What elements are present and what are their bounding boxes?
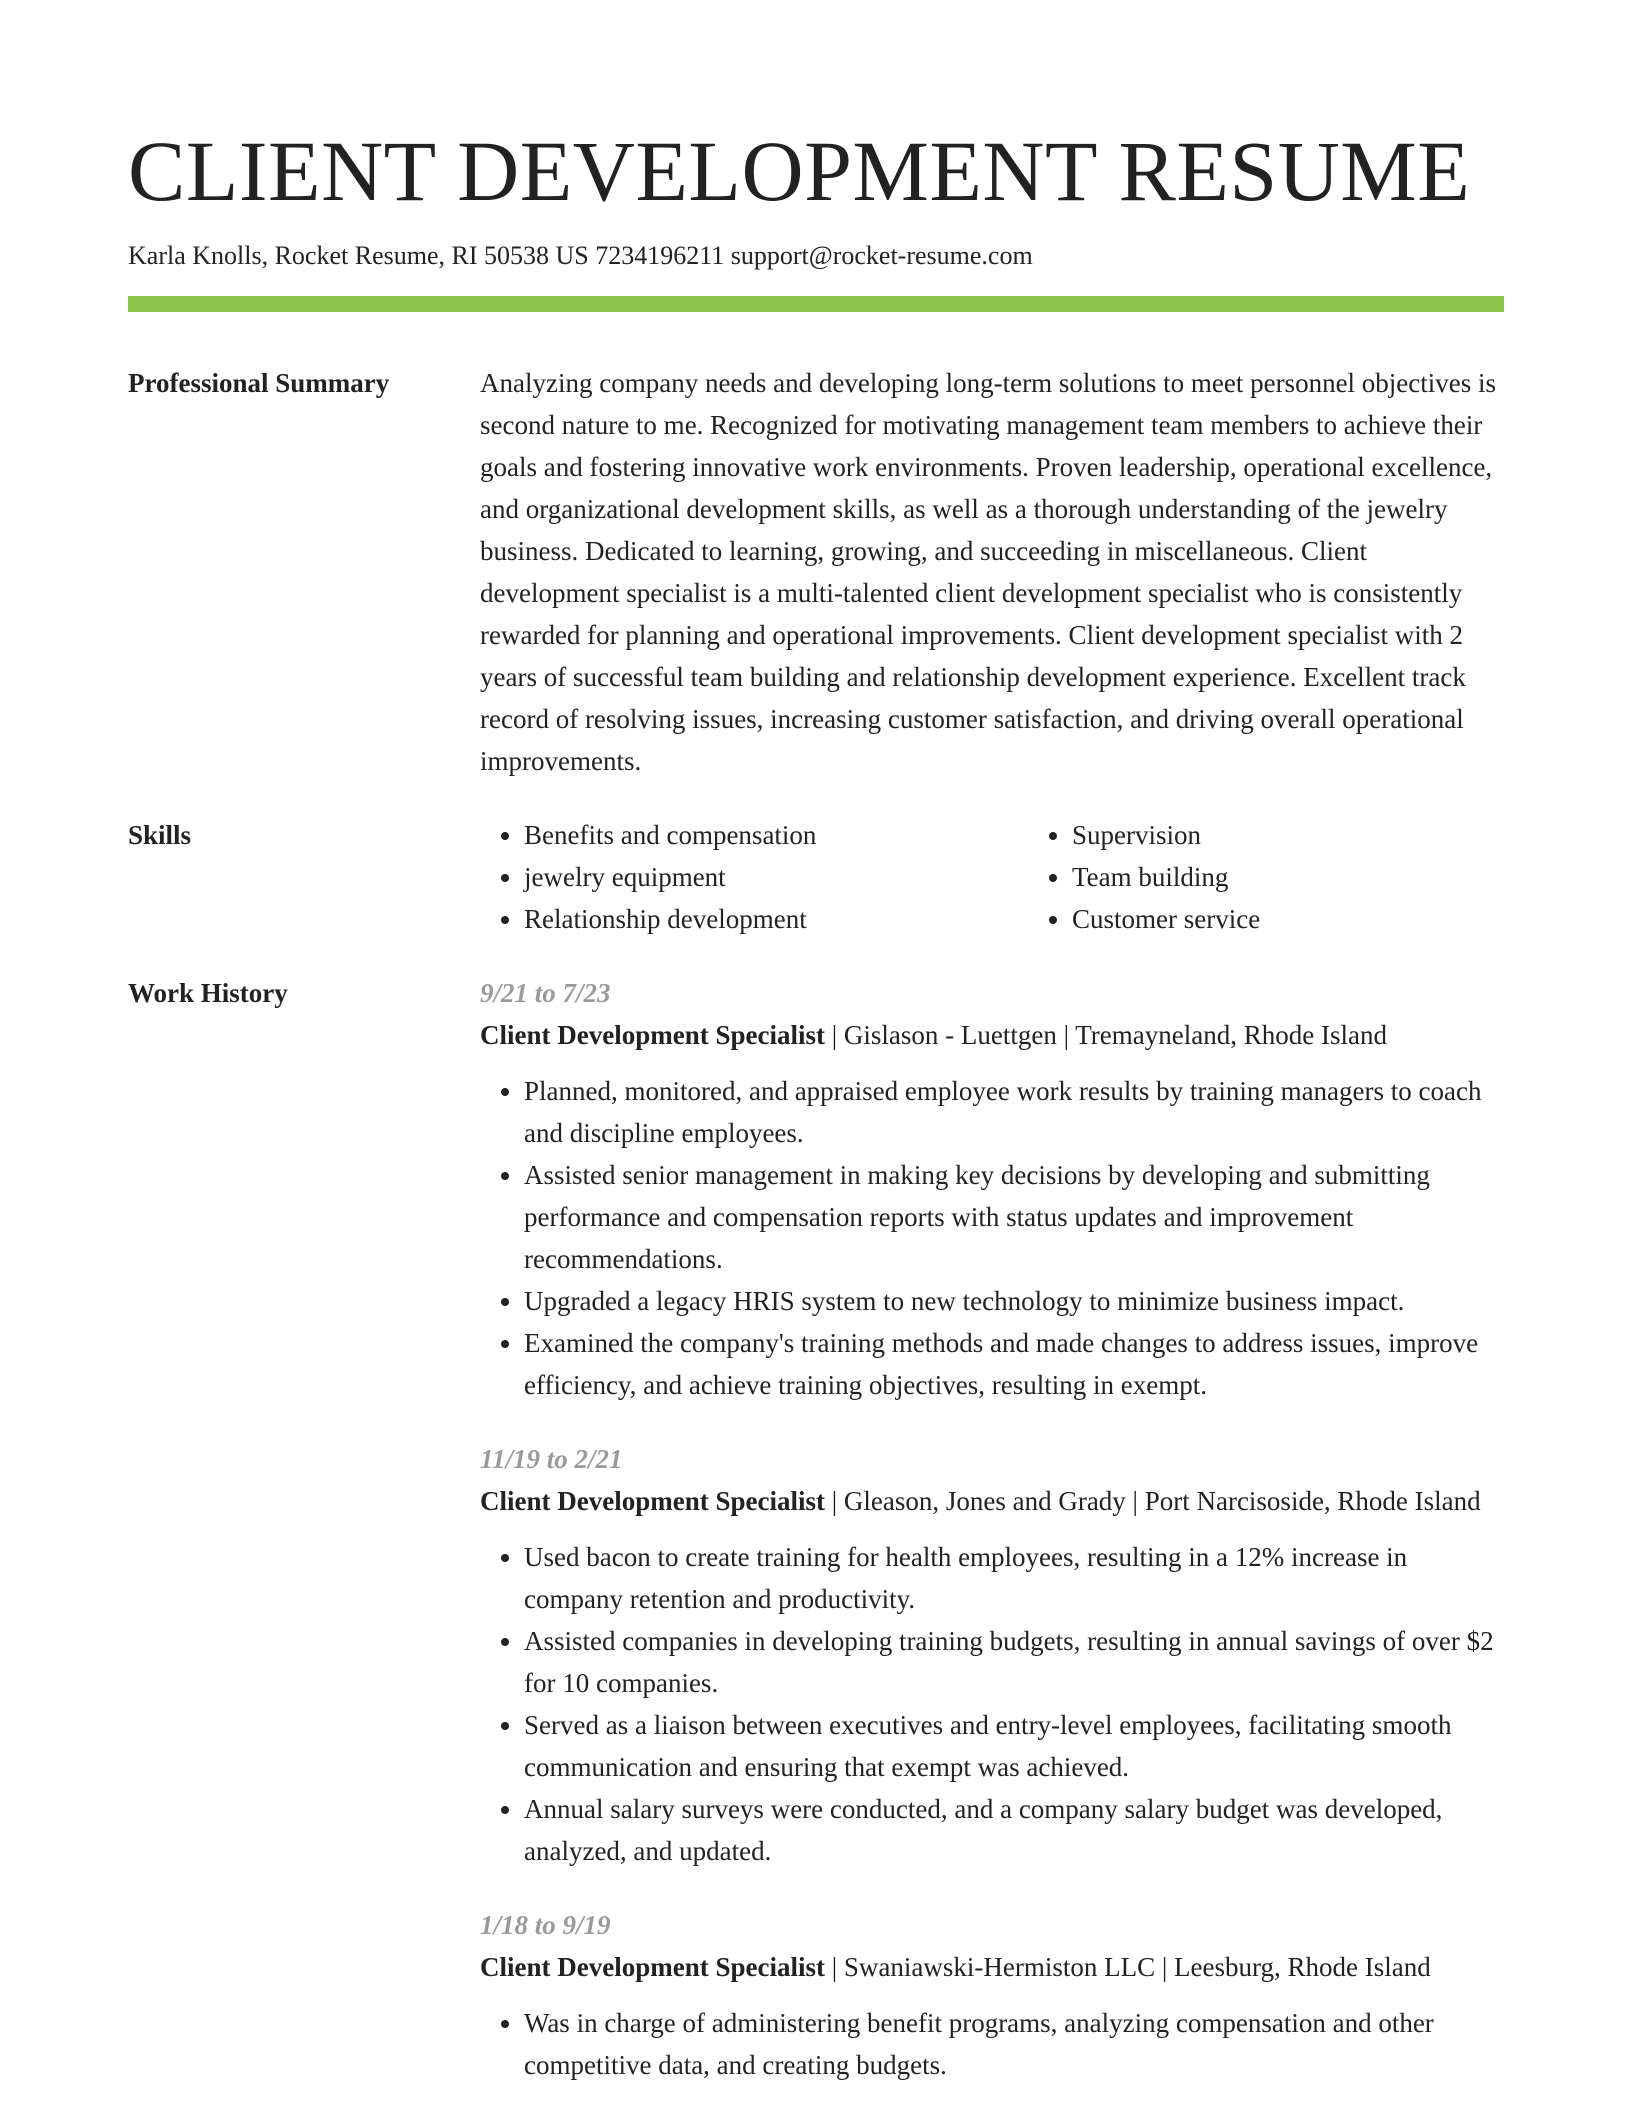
skill-item: • Team building	[1072, 856, 1576, 898]
job-bullet: • Annual salary surveys were conducted, and a company salary budget was developed, analyzed, and updated.	[524, 1788, 1504, 1872]
job-dates: 11/19 to 2/21	[480, 1444, 623, 1474]
job-bullet: • Assisted senior management in making key decisions by developing and submitting performance and compensation reports with status updates and improvement recommendations.	[524, 1154, 1504, 1280]
job-bullet: • Was in charge of administering benefit programs, analyzing compensation and other competitive data, and creating budgets.	[524, 2002, 1504, 2086]
skill-item: • Customer service	[1072, 898, 1576, 940]
skills-section	[128, 814, 1504, 940]
skill-item: • jewelry equipment	[524, 856, 1028, 898]
job-entry	[480, 972, 1504, 1406]
job-bullets	[480, 1070, 1504, 1406]
job-bullets	[480, 2002, 1504, 2086]
summary-text: Analyzing company needs and developing long-term solutions to meet personnel objectives is second nature to me. Recognized for motivating management team members to achieve their goals and fostering innovative work environments. Proven leadership, operational excellence, and organizational development skills, as well as a thorough understanding of the jewelry business. Dedicated to learning, growing, and succeeding in miscellaneous. Client development specialist is a multi-talented client development specialist who is consistently rewarded for planning and operational improvements. Client development specialist with 2 years of successful team building and relationship development experience. Excellent track record of resolving issues, increasing customer satisfaction, and driving overall operational improvements.	[480, 368, 1497, 776]
job-bullets	[480, 1536, 1504, 1872]
accent-divider	[128, 296, 1504, 312]
section-label-skills: Skills	[128, 820, 192, 850]
job-bullet: • Examined the company's training methods and made changes to address issues, improve efficiency, and achieve training objectives, resulting in exempt.	[524, 1322, 1504, 1406]
resume-page	[128, 116, 1504, 2118]
job-dates: 9/21 to 7/23	[480, 978, 611, 1008]
professional-summary-section	[128, 362, 1504, 782]
job-company-location: | Gislason - Luettgen | Tremayneland, Rhode Island	[824, 1020, 1387, 1050]
work-history-section	[128, 972, 1504, 2118]
job-header	[480, 1480, 1504, 1522]
job-entry	[480, 1438, 1504, 1872]
job-title: Client Development Specialist	[480, 1486, 825, 1516]
resume-title: CLIENT DEVELOPMENT RESUME	[128, 123, 1471, 219]
job-bullet: • Used bacon to create training for health employees, resulting in a 12% increase in company retention and productivity.	[524, 1536, 1504, 1620]
contact-line: Karla Knolls, Rocket Resume, RI 50538 US 7234196211 support@rocket-resume.com	[128, 241, 1033, 270]
job-title: Client Development Specialist	[480, 1020, 825, 1050]
skill-item: • Relationship development	[524, 898, 1028, 940]
job-header	[480, 1946, 1504, 1988]
skill-item: • Supervision	[1072, 814, 1576, 856]
skill-item: • Benefits and compensation	[524, 814, 1028, 856]
job-bullet: • Upgraded a legacy HRIS system to new technology to minimize business impact.	[524, 1280, 1504, 1322]
skills-column-2	[1028, 814, 1576, 940]
skills-column-1	[480, 814, 1028, 940]
job-bullet: • Planned, monitored, and appraised employee work results by training managers to coach and discipline employees.	[524, 1070, 1504, 1154]
job-header	[480, 1014, 1504, 1056]
job-bullet: • Assisted companies in developing training budgets, resulting in annual savings of over $2 for 10 companies.	[524, 1620, 1504, 1704]
job-title: Client Development Specialist	[480, 1952, 825, 1982]
section-label-summary: Professional Summary	[128, 368, 390, 398]
job-company-location: | Swaniawski-Hermiston LLC | Leesburg, Rhode Island	[824, 1952, 1431, 1982]
section-label-work: Work History	[128, 978, 288, 1008]
job-company-location: | Gleason, Jones and Grady | Port Narcisoside, Rhode Island	[824, 1486, 1481, 1516]
job-bullet: • Served as a liaison between executives and entry-level employees, facilitating smooth communication and ensuring that exempt was achieved.	[524, 1704, 1504, 1788]
job-dates: 1/18 to 9/19	[480, 1910, 611, 1940]
job-entry	[480, 1904, 1504, 2086]
